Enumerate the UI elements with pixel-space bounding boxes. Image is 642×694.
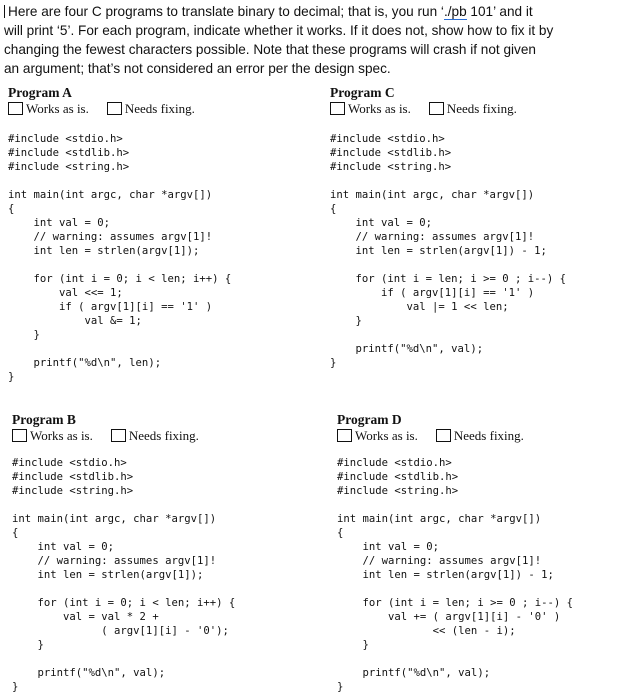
program-b-works-checkbox[interactable] [12,429,27,442]
code-line: #include <stdlib.h> [330,147,452,159]
code-line: val <<= 1; [8,287,123,299]
program-c-works-option[interactable] [330,101,411,116]
code-line [12,498,235,512]
command-example: ./pb [443,4,467,19]
code-line: int main(int argc, char *argv[]) [8,189,213,201]
code-line: #include <stdio.h> [330,133,445,145]
instructions-line-3: changing the fewest characters possible. Note that these programs will crash if not given [4,42,536,57]
code-line: // warning: assumes argv[1]! [330,231,535,243]
program-a-needs-fixing-checkbox[interactable] [107,102,122,115]
code-line: { [8,203,15,215]
code-line: if ( argv[1][i] == '1' ) [8,301,213,313]
code-line: } [8,371,15,383]
program-a-choices [8,101,231,116]
code-line [8,342,231,356]
code-line: int val = 0; [337,541,440,553]
program-d-works-label: Works as is. [355,428,418,443]
program-c-needs-fixing-label: Needs fixing. [446,101,517,116]
text-cursor [4,5,5,18]
code-line: // warning: assumes argv[1]! [8,231,213,243]
code-line: } [8,329,40,341]
code-line: { [330,203,337,215]
code-line [330,328,566,342]
code-line: { [12,527,19,539]
program-c-needs-fixing-option[interactable] [429,101,517,116]
instructions-line-2: will print ‘5’. For each program, indicate whether it works. If it does not, show how to fix it by [4,23,554,38]
code-line: #include <stdio.h> [8,133,123,145]
code-line: val += ( argv[1][i] - '0' ) [337,611,561,623]
code-line [8,258,231,272]
program-c [330,86,566,370]
instructions [4,2,638,78]
program-d-works-checkbox[interactable] [337,429,352,442]
program-b-needs-fixing-checkbox[interactable] [111,429,126,442]
program-a-title: Program A [8,85,72,100]
code-line [12,582,235,596]
code-line: val = val * 2 + [12,611,159,623]
program-a-needs-fixing-option[interactable] [107,101,195,116]
program-d-needs-fixing-label: Needs fixing. [453,428,524,443]
program-b-needs-fixing-label: Needs fixing. [128,428,199,443]
code-line: int main(int argc, char *argv[]) [12,513,217,525]
code-line: } [337,639,369,651]
program-d-title: Program D [337,412,402,427]
code-line: #include <stdio.h> [12,457,127,469]
code-line: int val = 0; [330,217,433,229]
program-c-choices [330,101,566,116]
program-c-needs-fixing-checkbox[interactable] [429,102,444,115]
code-line: int len = strlen(argv[1]); [8,245,200,257]
code-line: int len = strlen(argv[1]) - 1; [337,569,554,581]
program-c-title: Program C [330,85,395,100]
code-line: val &= 1; [8,315,142,327]
code-line: #include <string.h> [337,485,459,497]
code-line: #include <stdio.h> [337,457,452,469]
code-line [8,174,231,188]
program-b-works-option[interactable] [12,428,93,443]
code-line: #include <stdlib.h> [8,147,130,159]
code-line [337,582,573,596]
instructions-text: 101’ and it [466,4,533,19]
code-line: int main(int argc, char *argv[]) [330,189,535,201]
code-line: // warning: assumes argv[1]! [12,555,217,567]
code-line: int val = 0; [8,217,111,229]
code-line: #include <string.h> [8,161,130,173]
code-line [337,652,573,666]
program-b-code [12,456,235,694]
code-line: ( argv[1][i] - '0'); [12,625,229,637]
instructions-line-4: an argument; that’s not considered an error per the design spec. [4,61,391,76]
code-line: val |= 1 << len; [330,301,509,313]
code-line: for (int i = len; i >= 0 ; i--) { [337,597,573,609]
program-b [12,413,235,694]
program-b-choices [12,428,235,443]
program-a-code [8,132,231,384]
code-line: } [330,315,362,327]
code-line: int val = 0; [12,541,115,553]
code-line: #include <string.h> [330,161,452,173]
code-line: { [337,527,344,539]
code-line [12,652,235,666]
program-d-needs-fixing-checkbox[interactable] [436,429,451,442]
code-line: for (int i = 0; i < len; i++) { [12,597,236,609]
code-line: printf("%d\n", val); [330,343,484,355]
code-line: printf("%d\n", val); [12,667,166,679]
program-d [337,413,573,694]
program-c-code [330,132,566,370]
code-line: int len = strlen(argv[1]); [12,569,204,581]
program-b-works-label: Works as is. [30,428,93,443]
code-line: printf("%d\n", val); [337,667,491,679]
code-line: for (int i = 0; i < len; i++) { [8,273,232,285]
code-line: #include <string.h> [12,485,134,497]
code-line: printf("%d\n", len); [8,357,162,369]
code-line: } [330,357,337,369]
instructions-line-1 [4,2,638,21]
program-c-works-label: Works as is. [348,101,411,116]
program-d-code [337,456,573,694]
code-line: if ( argv[1][i] == '1' ) [330,287,535,299]
program-d-works-option[interactable] [337,428,418,443]
code-line: #include <stdlib.h> [337,471,459,483]
code-line: // warning: assumes argv[1]! [337,555,542,567]
program-a-works-label: Works as is. [26,101,89,116]
code-line: int main(int argc, char *argv[]) [337,513,542,525]
code-line: << (len - i); [337,625,516,637]
code-line: for (int i = len; i >= 0 ; i--) { [330,273,566,285]
program-a-needs-fixing-label: Needs fixing. [124,101,195,116]
code-line: #include <stdlib.h> [12,471,134,483]
program-c-works-checkbox[interactable] [330,102,345,115]
code-line: } [12,681,19,693]
code-line: } [337,681,344,693]
instructions-text: Here are four C programs to translate binary to decimal; that is, you run ‘ [8,4,444,19]
program-b-title: Program B [12,412,76,427]
program-d-needs-fixing-option[interactable] [436,428,524,443]
program-a-works-option[interactable] [8,101,89,116]
program-b-needs-fixing-option[interactable] [111,428,199,443]
code-line [330,174,566,188]
program-a [8,86,231,384]
program-a-works-checkbox[interactable] [8,102,23,115]
code-line [330,258,566,272]
code-line [337,498,573,512]
code-line: } [12,639,44,651]
code-line: int len = strlen(argv[1]) - 1; [330,245,547,257]
program-d-choices [337,428,573,443]
